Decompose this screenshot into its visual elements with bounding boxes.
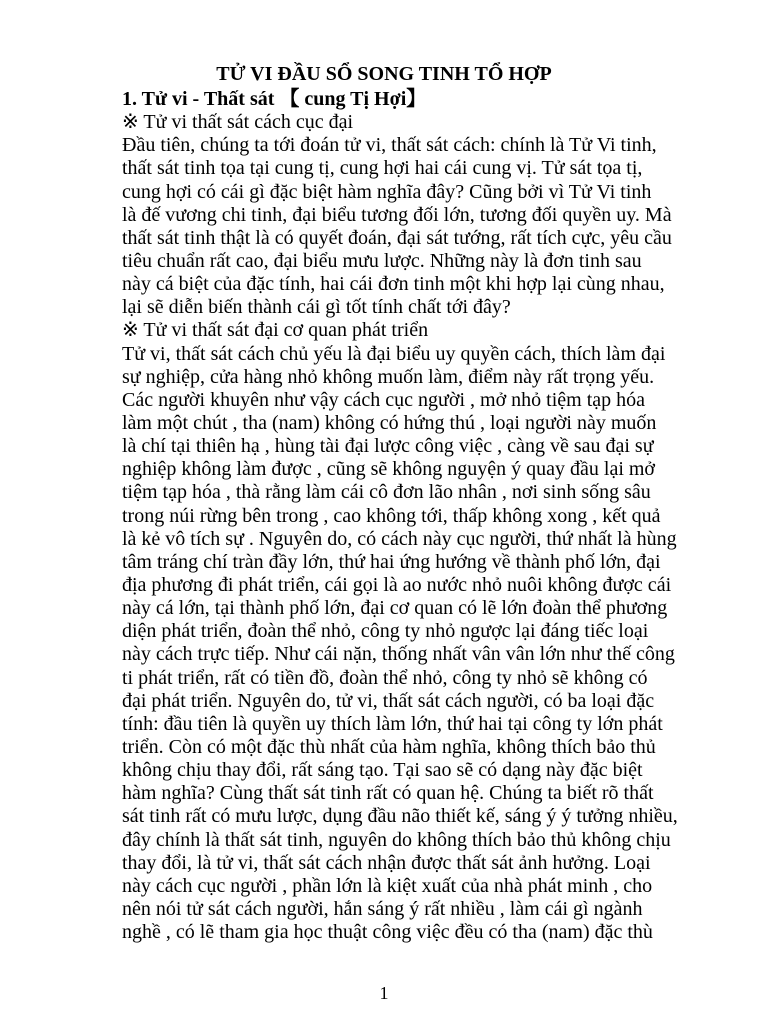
document-title: TỬ VI ĐẦU SỔ SONG TINH TỔ HỢP	[216, 63, 552, 85]
document-body	[122, 88, 722, 944]
text-line: thất sát tinh tọa tại cung tị, cung hợi hai cái cung vị. Tử sát tọa tị,	[122, 157, 643, 180]
text-line: là kẻ vô tích sự . Nguyên do, có cách này cục người, thứ nhất là hùng	[122, 527, 677, 550]
text-line: thay đổi, là tử vi, thất sát cách nhận được thất sát ảnh hưởng. Loại	[122, 851, 651, 874]
text-line: trong núi rừng bên trong , cao không tới, thấp không xong , kết quả	[122, 504, 661, 527]
text-line: nghiệp không làm được , cũng sẽ không nguyện ý quay đầu lại mở	[122, 458, 656, 481]
text-line: tính: đầu tiên là quyền uy thích làm lớn, thứ hai tại công ty lớn phát	[122, 712, 663, 735]
body-text	[122, 111, 722, 944]
text-line: Đầu tiên, chúng ta tới đoán tử vi, thất sát cách: chính là Tử Vi tinh,	[122, 134, 657, 157]
text-line: này cá biệt của đặc tính, hai cái đơn tinh một khi hợp lại cùng nhau,	[122, 273, 665, 296]
page-number: 1	[379, 983, 389, 1003]
text-line: tiệm tạp hóa , thà rằng làm cái cô đơn lão nhân , nơi sinh sống sâu	[122, 481, 651, 504]
text-line: thất sát tinh thật là có quyết đoán, đại sát tướng, rất tích cực, yêu cầu	[122, 226, 672, 249]
text-line: ※ Tử vi thất sát đại cơ quan phát triển	[122, 319, 429, 342]
text-line: địa phương đi phát triển, cái gọi là ao nước nhỏ nuôi không được cái	[122, 573, 672, 596]
text-line: Tử vi, thất sát cách chủ yếu là đại biểu uy quyền cách, thích làm đại	[122, 342, 666, 365]
text-line: nghề , có lẽ tham gia học thuật công việc đều có tha (nam) đặc thù	[122, 921, 653, 944]
text-line: diện phát triển, đoàn thể nhỏ, công ty nhỏ ngược lại đáng tiếc loại	[122, 620, 649, 643]
text-line: sát tinh rất có mưu lược, dụng đầu não thiết kế, sáng ý ý tưởng nhiều,	[122, 805, 678, 828]
text-line: Các người khuyên như vậy cách cục người , mở nhỏ tiệm tạp hóa	[122, 388, 646, 411]
text-line: tiêu chuẩn rất cao, đại biểu mưu lược. Những này là đơn tinh sau	[122, 249, 642, 272]
text-line: không chịu thay đổi, rất sáng tạo. Tại sao sẽ có dạng này đặc biệt	[122, 759, 643, 782]
text-line: này cách trực tiếp. Như cái nặn, thống nhất vân vân lớn như thế công	[122, 643, 675, 666]
text-line: cung hợi có cái gì đặc biệt hàm nghĩa đây? Cũng bởi vì Tử Vi tinh	[122, 180, 652, 203]
text-line: ※ Tử vi thất sát cách cục đại	[122, 111, 354, 134]
text-line: sự nghiệp, cửa hàng nhỏ không muốn làm, điểm này rất trọng yếu.	[122, 365, 655, 388]
text-line: tâm tráng chí tràn đầy lớn, thứ hai ứng hướng về thành phố lớn, đại	[122, 550, 661, 573]
text-line: là chí tại thiên hạ , hùng tài đại lược công việc , càng về sau đại sự	[122, 435, 654, 458]
text-line: triển. Còn có một đặc thù nhất của hàm nghĩa, không thích bảo thủ	[122, 735, 656, 758]
text-line: là đế vương chi tinh, đại biểu tương đối lớn, tương đối quyền uy. Mà	[122, 203, 672, 226]
text-line: nên nói tử sát cách người, hắn sáng ý rất nhiều , làm cái gì ngành	[122, 897, 643, 920]
text-line: này cách cục người , phần lớn là kiệt xuất của nhà phát minh , cho	[122, 874, 653, 897]
text-line: ti phát triển, rất có tiền đồ, đoàn thể nhỏ, công ty nhỏ sẽ không có	[122, 666, 648, 689]
text-line: lại sẽ diễn biến thành cái gì tốt tính chất tới đây?	[122, 296, 511, 319]
text-line: hàm nghĩa? Cùng thất sát tinh rất có quan hệ. Chúng ta biết rõ thất	[122, 782, 654, 805]
text-line: này cá lớn, tại thành phố lớn, đại cơ quan có lẽ lớn đoàn thể phương	[122, 597, 668, 620]
section-heading: 1. Tử vi - Thất sát 【 cung Tị Hợi】	[122, 88, 427, 110]
text-line: làm một chút , tha (nam) không có hứng thú , loại người này muốn	[122, 411, 657, 434]
text-line: đây chính là thất sát tinh, nguyên do không thích bảo thủ không chịu	[122, 828, 671, 851]
text-line: đại phát triển. Nguyên do, tử vi, thất sát cách người, có ba loại đặc	[122, 689, 655, 712]
